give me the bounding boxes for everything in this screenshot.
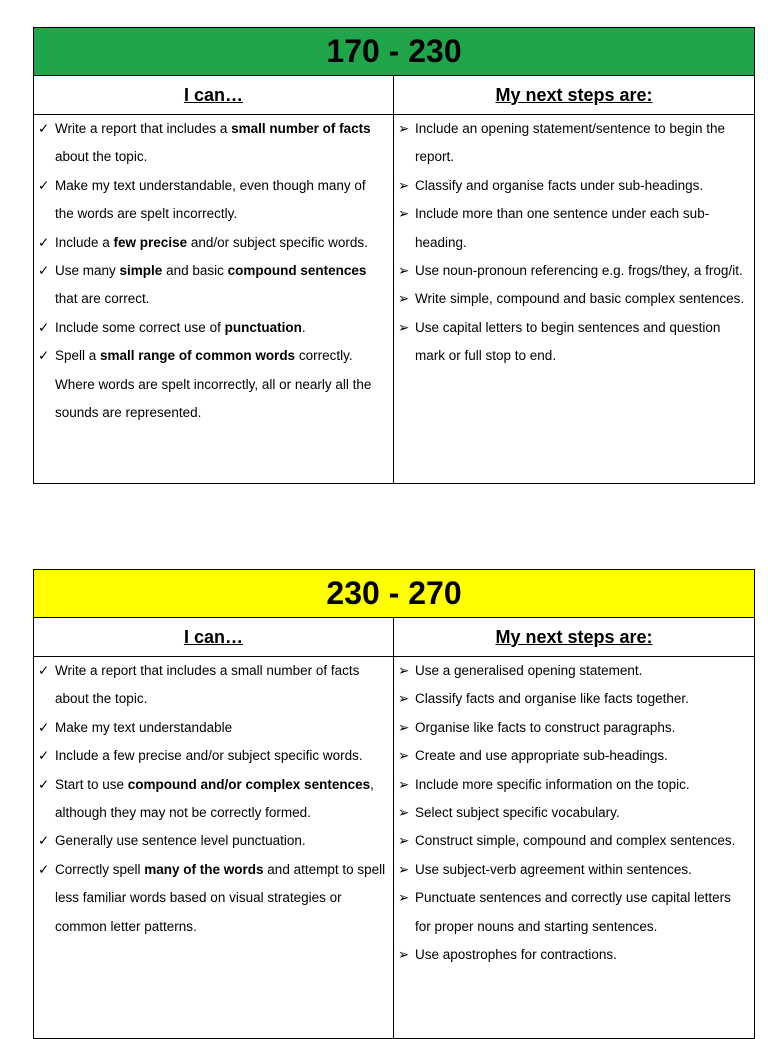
arrow-bullet-icon: ➢ [398,719,410,735]
arrow-bullet-icon: ➢ [398,748,410,764]
checkmark-icon: ✓ [38,177,50,193]
list-item [38,742,387,770]
level-card-170-230 [33,27,755,484]
list-item-text: Write simple, compound and basic complex sentences. [415,291,745,307]
list-item [398,884,748,941]
list-item-text: Select subject specific vocabulary. [415,805,620,821]
list-item-text: Make my text understandable [55,719,233,735]
checkmark-icon: ✓ [38,663,50,678]
list-item [398,685,748,713]
list-item-text: Punctuate sentences and correctly use capital letters for proper nouns and starting sentences. [415,890,731,934]
list-item [38,314,387,342]
list-item [398,856,748,884]
list-item-text: Write a report that includes a small number of facts about the topic. [55,663,360,707]
i-can-list [34,115,394,484]
list-item-text: Include some correct use of punctuation. [55,319,306,335]
list-item [38,771,387,828]
checkmark-icon: ✓ [38,348,50,364]
level-range-title: 170 - 230 [34,28,754,76]
list-item [398,742,748,770]
list-item [398,172,748,200]
list-item [38,856,387,941]
next-steps-list [394,657,754,1039]
checkmark-icon: ✓ [38,319,50,335]
list-item-text: Use a generalised opening statement. [415,663,643,678]
list-item [398,257,748,285]
list-item [398,827,748,855]
list-item [398,285,748,313]
list-item [38,229,387,257]
arrow-bullet-icon: ➢ [398,663,410,678]
checkmark-icon: ✓ [38,748,50,764]
list-item-text: Include more than one sentence under each sub-heading. [415,206,710,250]
arrow-bullet-icon: ➢ [398,177,410,193]
arrow-bullet-icon: ➢ [398,263,410,279]
level-range-title: 230 - 270 [34,570,754,618]
arrow-bullet-icon: ➢ [398,890,410,906]
checkmark-icon: ✓ [38,861,50,877]
list-item-text: Include more specific information on the topic. [415,776,690,792]
list-item [38,172,387,229]
list-item [398,115,748,172]
arrow-bullet-icon: ➢ [398,947,410,963]
i-can-heading: I can… [34,76,394,114]
list-item [398,799,748,827]
arrow-bullet-icon: ➢ [398,833,410,849]
checkmark-icon: ✓ [38,776,50,792]
list-item [398,771,748,799]
list-item-text: Use apostrophes for contractions. [415,947,617,963]
arrow-bullet-icon: ➢ [398,291,410,307]
list-item-text: Make my text understandable, even though many of the words are spelt incorrectly. [55,177,366,222]
list-item [398,714,748,742]
arrow-bullet-icon: ➢ [398,206,410,222]
arrow-bullet-icon: ➢ [398,861,410,877]
next-steps-list [394,115,754,484]
arrow-bullet-icon: ➢ [398,691,410,707]
list-item [38,342,387,427]
list-item-text: Classify facts and organise like facts together. [415,691,689,707]
list-item-text: Use noun-pronoun referencing e.g. frogs/they, a frog/it. [415,263,743,279]
list-item-text: Include a few precise and/or subject specific words. [55,234,368,250]
checkmark-icon: ✓ [38,121,50,136]
list-item-text: Spell a small range of common words correctly. Where words are spelt incorrectly, all or nearly all the sounds are represented. [55,348,372,421]
list-item [398,314,748,371]
list-item [38,657,387,714]
list-item [38,257,387,314]
list-item-text: Write a report that includes a small number of facts about the topic. [55,121,371,165]
list-item-text: Create and use appropriate sub-headings. [415,748,668,764]
checkmark-icon: ✓ [38,263,50,279]
list-item-text: Use capital letters to begin sentences and question mark or full stop to end. [415,319,721,364]
arrow-bullet-icon: ➢ [398,805,410,821]
list-item-text: Correctly spell many of the words and attempt to spell less familiar words based on visual strategies or common letter patterns. [55,861,386,934]
checkmark-icon: ✓ [38,833,50,849]
i-can-list [34,657,394,1039]
list-item [398,200,748,257]
level-card-230-270 [33,569,755,1039]
list-item [398,657,748,685]
list-item-text: Generally use sentence level punctuation. [55,833,306,849]
list-item [38,714,387,742]
arrow-bullet-icon: ➢ [398,319,410,335]
next-steps-heading: My next steps are: [495,626,653,647]
arrow-bullet-icon: ➢ [398,776,410,792]
i-can-heading: I can… [34,618,394,656]
checkmark-icon: ✓ [38,234,50,250]
list-item [38,115,387,172]
arrow-bullet-icon: ➢ [398,121,410,136]
list-item-text: Organise like facts to construct paragraphs. [415,719,676,735]
list-item-text: Start to use compound and/or complex sentences, although they may not be correctly formed. [55,776,374,821]
list-item [398,941,748,969]
list-item-text: Use subject-verb agreement within sentences. [415,861,692,877]
list-item-text: Include an opening statement/sentence to begin the report. [415,121,725,165]
list-item-text: Construct simple, compound and complex sentences. [415,833,736,849]
list-item-text: Classify and organise facts under sub-headings. [415,177,704,193]
checkmark-icon: ✓ [38,719,50,735]
list-item-text: Include a few precise and/or subject specific words. [55,748,363,764]
list-item-text: Use many simple and basic compound sentences that are correct. [55,263,367,307]
list-item [38,827,387,855]
next-steps-heading: My next steps are: [495,84,653,105]
